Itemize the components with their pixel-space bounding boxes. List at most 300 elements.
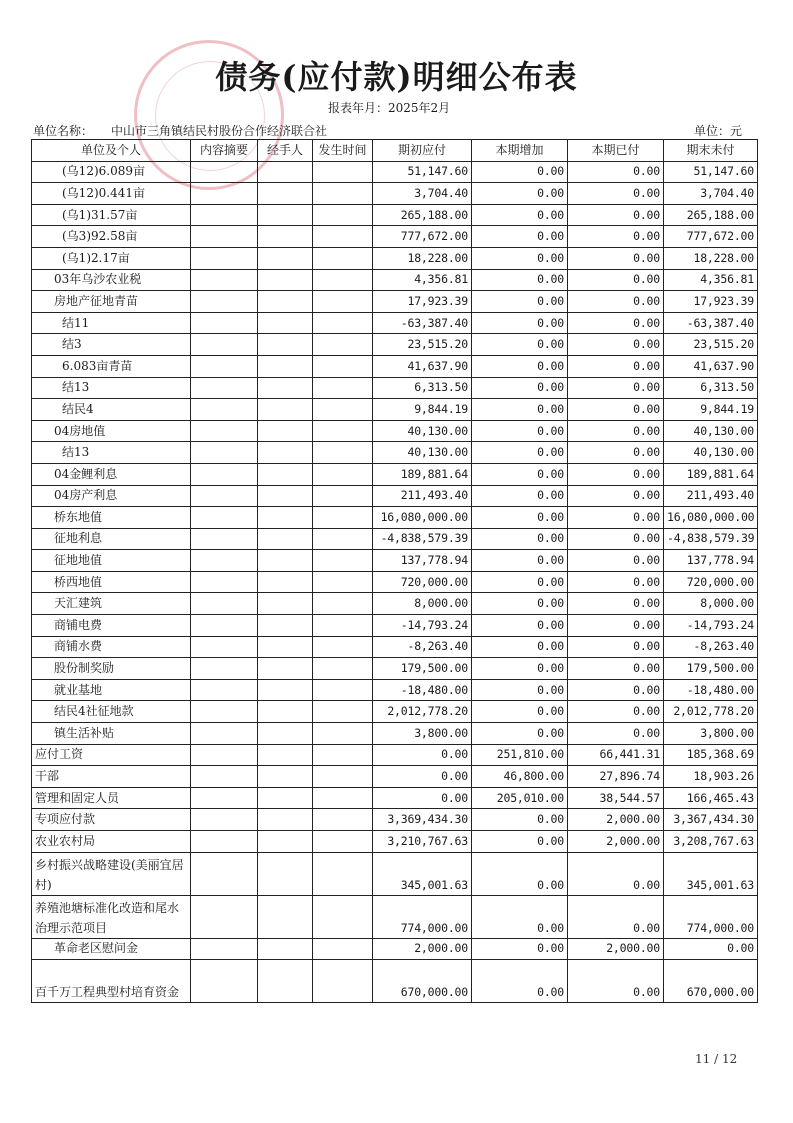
- closing-cell: 6,313.50: [664, 377, 758, 399]
- summary-cell: [191, 485, 258, 507]
- increase-cell: 0.00: [472, 399, 568, 421]
- handler-cell: [258, 831, 313, 853]
- handler-cell: [258, 247, 313, 269]
- paid-cell: 0.00: [568, 701, 664, 723]
- increase-cell: 0.00: [472, 960, 568, 1003]
- opening-cell: 40,130.00: [373, 420, 472, 442]
- closing-cell: -14,793.24: [664, 615, 758, 637]
- table-row: [32, 442, 758, 464]
- date-cell: [313, 420, 373, 442]
- table-row: [32, 571, 758, 593]
- entity-cell: (乌12)6.089亩: [32, 161, 191, 183]
- paid-cell: 0.00: [568, 507, 664, 529]
- table-row: [32, 787, 758, 809]
- closing-cell: 3,208,767.63: [664, 831, 758, 853]
- paid-cell: 0.00: [568, 679, 664, 701]
- handler-cell: [258, 701, 313, 723]
- opening-cell: 3,369,434.30: [373, 809, 472, 831]
- entity-cell: 应付工资: [32, 744, 191, 766]
- closing-cell: 345,001.63: [664, 852, 758, 895]
- increase-cell: 0.00: [472, 679, 568, 701]
- closing-cell: 3,367,434.30: [664, 809, 758, 831]
- entity-cell: 结11: [32, 312, 191, 334]
- summary-cell: [191, 723, 258, 745]
- entity-cell: 革命老区慰问金: [32, 938, 191, 960]
- table-row: [32, 507, 758, 529]
- increase-cell: 0.00: [472, 161, 568, 183]
- closing-cell: -4,838,579.39: [664, 528, 758, 550]
- date-cell: [313, 247, 373, 269]
- table-row: [32, 226, 758, 248]
- date-cell: [313, 593, 373, 615]
- closing-cell: 16,080,000.00: [664, 507, 758, 529]
- closing-cell: -18,480.00: [664, 679, 758, 701]
- table-row: [32, 895, 758, 938]
- increase-cell: 0.00: [472, 334, 568, 356]
- paid-cell: 0.00: [568, 895, 664, 938]
- increase-cell: 0.00: [472, 204, 568, 226]
- entity-cell: 征地利息: [32, 528, 191, 550]
- entity-cell: (乌1)2.17亩: [32, 247, 191, 269]
- summary-cell: [191, 355, 258, 377]
- closing-cell: 179,500.00: [664, 658, 758, 680]
- closing-cell: -63,387.40: [664, 312, 758, 334]
- summary-cell: [191, 334, 258, 356]
- closing-cell: 265,188.00: [664, 204, 758, 226]
- opening-cell: 2,000.00: [373, 938, 472, 960]
- table-row: [32, 766, 758, 788]
- increase-cell: 0.00: [472, 550, 568, 572]
- closing-cell: -8,263.40: [664, 636, 758, 658]
- increase-cell: 0.00: [472, 615, 568, 637]
- summary-cell: [191, 766, 258, 788]
- paid-cell: 0.00: [568, 960, 664, 1003]
- increase-cell: 0.00: [472, 723, 568, 745]
- opening-cell: 189,881.64: [373, 463, 472, 485]
- paid-cell: 0.00: [568, 204, 664, 226]
- table-row: [32, 701, 758, 723]
- paid-cell: 0.00: [568, 377, 664, 399]
- table-row: [32, 938, 758, 960]
- date-cell: [313, 787, 373, 809]
- date-cell: [313, 269, 373, 291]
- closing-cell: 720,000.00: [664, 571, 758, 593]
- paid-cell: 0.00: [568, 291, 664, 313]
- table-row: [32, 658, 758, 680]
- table-row: [32, 312, 758, 334]
- summary-cell: [191, 636, 258, 658]
- date-cell: [313, 161, 373, 183]
- paid-cell: 0.00: [568, 399, 664, 421]
- opening-cell: 9,844.19: [373, 399, 472, 421]
- entity-cell: 结3: [32, 334, 191, 356]
- closing-cell: 8,000.00: [664, 593, 758, 615]
- opening-cell: 137,778.94: [373, 550, 472, 572]
- entity-cell: 百千万工程典型村培育资金: [32, 960, 191, 1003]
- increase-cell: 0.00: [472, 377, 568, 399]
- table-row: [32, 291, 758, 313]
- date-cell: [313, 312, 373, 334]
- increase-cell: 251,810.00: [472, 744, 568, 766]
- paid-cell: 2,000.00: [568, 938, 664, 960]
- page-number: 11 / 12: [695, 1052, 738, 1066]
- paid-cell: 0.00: [568, 226, 664, 248]
- closing-cell: 40,130.00: [664, 442, 758, 464]
- date-cell: [313, 226, 373, 248]
- summary-cell: [191, 269, 258, 291]
- opening-cell: 4,356.81: [373, 269, 472, 291]
- opening-cell: -4,838,579.39: [373, 528, 472, 550]
- opening-cell: 41,637.90: [373, 355, 472, 377]
- increase-cell: 0.00: [472, 831, 568, 853]
- table-row: [32, 463, 758, 485]
- paid-cell: 27,896.74: [568, 766, 664, 788]
- handler-cell: [258, 204, 313, 226]
- entity-cell: 农业农村局: [32, 831, 191, 853]
- paid-cell: 0.00: [568, 528, 664, 550]
- opening-cell: 3,704.40: [373, 183, 472, 205]
- closing-cell: 4,356.81: [664, 269, 758, 291]
- handler-cell: [258, 766, 313, 788]
- closing-cell: 774,000.00: [664, 895, 758, 938]
- increase-cell: 0.00: [472, 658, 568, 680]
- table-row: [32, 485, 758, 507]
- handler-cell: [258, 399, 313, 421]
- increase-cell: 46,800.00: [472, 766, 568, 788]
- date-cell: [313, 528, 373, 550]
- column-header-handler: 经手人: [258, 140, 313, 162]
- paid-cell: 0.00: [568, 183, 664, 205]
- handler-cell: [258, 679, 313, 701]
- table-row: [32, 355, 758, 377]
- increase-cell: 0.00: [472, 852, 568, 895]
- increase-cell: 0.00: [472, 312, 568, 334]
- opening-cell: -18,480.00: [373, 679, 472, 701]
- entity-cell: 商铺水费: [32, 636, 191, 658]
- opening-cell: -14,793.24: [373, 615, 472, 637]
- opening-cell: -63,387.40: [373, 312, 472, 334]
- column-header-closing: 期末未付: [664, 140, 758, 162]
- entity-cell: 养殖池塘标准化改造和尾水治理示范项目: [32, 895, 191, 938]
- table-row: [32, 960, 758, 1003]
- handler-cell: [258, 312, 313, 334]
- summary-cell: [191, 593, 258, 615]
- handler-cell: [258, 528, 313, 550]
- summary-cell: [191, 831, 258, 853]
- entity-cell: 桥东地值: [32, 507, 191, 529]
- paid-cell: 0.00: [568, 161, 664, 183]
- handler-cell: [258, 636, 313, 658]
- handler-cell: [258, 852, 313, 895]
- paid-cell: 0.00: [568, 420, 664, 442]
- increase-cell: 0.00: [472, 636, 568, 658]
- date-cell: [313, 399, 373, 421]
- date-cell: [313, 442, 373, 464]
- paid-cell: 38,544.57: [568, 787, 664, 809]
- entity-cell: 乡村振兴战略建设(美丽宜居村): [32, 852, 191, 895]
- opening-cell: 774,000.00: [373, 895, 472, 938]
- table-row: [32, 636, 758, 658]
- closing-cell: 185,368.69: [664, 744, 758, 766]
- entity-cell: 结民4社征地款: [32, 701, 191, 723]
- closing-cell: 211,493.40: [664, 485, 758, 507]
- date-cell: [313, 831, 373, 853]
- handler-cell: [258, 226, 313, 248]
- entity-cell: 房地产征地青苗: [32, 291, 191, 313]
- table-row: [32, 852, 758, 895]
- increase-cell: 0.00: [472, 355, 568, 377]
- increase-cell: 0.00: [472, 485, 568, 507]
- opening-cell: 670,000.00: [373, 960, 472, 1003]
- handler-cell: [258, 895, 313, 938]
- closing-cell: 51,147.60: [664, 161, 758, 183]
- date-cell: [313, 658, 373, 680]
- paid-cell: 66,441.31: [568, 744, 664, 766]
- paid-cell: 0.00: [568, 658, 664, 680]
- handler-cell: [258, 960, 313, 1003]
- closing-cell: 18,903.26: [664, 766, 758, 788]
- entity-cell: 6.083亩青苗: [32, 355, 191, 377]
- table-row: [32, 528, 758, 550]
- date-cell: [313, 960, 373, 1003]
- opening-cell: 265,188.00: [373, 204, 472, 226]
- paid-cell: 0.00: [568, 485, 664, 507]
- entity-cell: 征地地值: [32, 550, 191, 572]
- entity-cell: 结13: [32, 377, 191, 399]
- opening-cell: 16,080,000.00: [373, 507, 472, 529]
- handler-cell: [258, 723, 313, 745]
- entity-cell: (乌12)0.441亩: [32, 183, 191, 205]
- date-cell: [313, 744, 373, 766]
- entity-cell: 股份制奖励: [32, 658, 191, 680]
- paid-cell: 0.00: [568, 355, 664, 377]
- paid-cell: 0.00: [568, 636, 664, 658]
- increase-cell: 0.00: [472, 291, 568, 313]
- entity-cell: 商铺电费: [32, 615, 191, 637]
- increase-cell: 0.00: [472, 463, 568, 485]
- summary-cell: [191, 679, 258, 701]
- summary-cell: [191, 420, 258, 442]
- summary-cell: [191, 852, 258, 895]
- entity-cell: 天汇建筑: [32, 593, 191, 615]
- table-row: [32, 593, 758, 615]
- closing-cell: 23,515.20: [664, 334, 758, 356]
- summary-cell: [191, 507, 258, 529]
- summary-cell: [191, 291, 258, 313]
- table-row: [32, 161, 758, 183]
- handler-cell: [258, 420, 313, 442]
- summary-cell: [191, 809, 258, 831]
- table-row: [32, 550, 758, 572]
- opening-cell: 0.00: [373, 766, 472, 788]
- page-title: 债务(应付款)明细公布表: [215, 58, 578, 96]
- handler-cell: [258, 334, 313, 356]
- opening-cell: 2,012,778.20: [373, 701, 472, 723]
- handler-cell: [258, 593, 313, 615]
- entity-cell: 镇生活补贴: [32, 723, 191, 745]
- entity-cell: 04金鲤利息: [32, 463, 191, 485]
- table-row: [32, 269, 758, 291]
- opening-cell: 6,313.50: [373, 377, 472, 399]
- closing-cell: 40,130.00: [664, 420, 758, 442]
- handler-cell: [258, 615, 313, 637]
- date-cell: [313, 204, 373, 226]
- table-row: [32, 334, 758, 356]
- handler-cell: [258, 744, 313, 766]
- table-row: [32, 679, 758, 701]
- table-row: [32, 744, 758, 766]
- summary-cell: [191, 442, 258, 464]
- summary-cell: [191, 528, 258, 550]
- date-cell: [313, 291, 373, 313]
- date-cell: [313, 766, 373, 788]
- table-row: [32, 399, 758, 421]
- date-cell: [313, 463, 373, 485]
- closing-cell: 41,637.90: [664, 355, 758, 377]
- increase-cell: 0.00: [472, 507, 568, 529]
- paid-cell: 2,000.00: [568, 809, 664, 831]
- summary-cell: [191, 895, 258, 938]
- column-header-opening: 期初应付: [373, 140, 472, 162]
- date-cell: [313, 334, 373, 356]
- column-header-date: 发生时间: [313, 140, 373, 162]
- paid-cell: 0.00: [568, 463, 664, 485]
- column-header-increase: 本期增加: [472, 140, 568, 162]
- opening-cell: 0.00: [373, 787, 472, 809]
- entity-cell: (乌3)92.58亩: [32, 226, 191, 248]
- summary-cell: [191, 183, 258, 205]
- date-cell: [313, 852, 373, 895]
- closing-cell: 0.00: [664, 938, 758, 960]
- table-row: [32, 615, 758, 637]
- unit-name: 中山市三角镇结民村股份合作经济联合社: [111, 124, 328, 138]
- closing-cell: 18,228.00: [664, 247, 758, 269]
- opening-cell: -8,263.40: [373, 636, 472, 658]
- table-row: [32, 831, 758, 853]
- closing-cell: 3,800.00: [664, 723, 758, 745]
- summary-cell: [191, 161, 258, 183]
- date-cell: [313, 507, 373, 529]
- entity-cell: 04房产利息: [32, 485, 191, 507]
- table-row: [32, 377, 758, 399]
- paid-cell: 0.00: [568, 571, 664, 593]
- opening-cell: 211,493.40: [373, 485, 472, 507]
- table-row: [32, 204, 758, 226]
- entity-cell: 03年乌沙农业税: [32, 269, 191, 291]
- handler-cell: [258, 291, 313, 313]
- closing-cell: 2,012,778.20: [664, 701, 758, 723]
- closing-cell: 9,844.19: [664, 399, 758, 421]
- handler-cell: [258, 161, 313, 183]
- date-cell: [313, 183, 373, 205]
- increase-cell: 0.00: [472, 593, 568, 615]
- opening-cell: 51,147.60: [373, 161, 472, 183]
- summary-cell: [191, 399, 258, 421]
- table-row: [32, 809, 758, 831]
- summary-cell: [191, 204, 258, 226]
- date-cell: [313, 485, 373, 507]
- date-cell: [313, 355, 373, 377]
- increase-cell: 205,010.00: [472, 787, 568, 809]
- summary-cell: [191, 377, 258, 399]
- handler-cell: [258, 809, 313, 831]
- date-cell: [313, 636, 373, 658]
- date-cell: [313, 571, 373, 593]
- handler-cell: [258, 571, 313, 593]
- payables-table: [31, 139, 758, 1003]
- summary-cell: [191, 938, 258, 960]
- handler-cell: [258, 355, 313, 377]
- handler-cell: [258, 485, 313, 507]
- summary-cell: [191, 960, 258, 1003]
- increase-cell: 0.00: [472, 895, 568, 938]
- date-cell: [313, 377, 373, 399]
- date-cell: [313, 895, 373, 938]
- table-row: [32, 420, 758, 442]
- opening-cell: 40,130.00: [373, 442, 472, 464]
- opening-cell: 0.00: [373, 744, 472, 766]
- paid-cell: 0.00: [568, 442, 664, 464]
- summary-cell: [191, 658, 258, 680]
- date-cell: [313, 615, 373, 637]
- opening-cell: 720,000.00: [373, 571, 472, 593]
- date-cell: [313, 679, 373, 701]
- entity-cell: 专项应付款: [32, 809, 191, 831]
- handler-cell: [258, 550, 313, 572]
- closing-cell: 777,672.00: [664, 226, 758, 248]
- increase-cell: 0.00: [472, 528, 568, 550]
- opening-cell: 8,000.00: [373, 593, 472, 615]
- date-cell: [313, 723, 373, 745]
- increase-cell: 0.00: [472, 269, 568, 291]
- date-cell: [313, 701, 373, 723]
- column-header-paid: 本期已付: [568, 140, 664, 162]
- closing-cell: 166,465.43: [664, 787, 758, 809]
- increase-cell: 0.00: [472, 701, 568, 723]
- handler-cell: [258, 377, 313, 399]
- opening-cell: 23,515.20: [373, 334, 472, 356]
- opening-cell: 18,228.00: [373, 247, 472, 269]
- summary-cell: [191, 787, 258, 809]
- opening-cell: 345,001.63: [373, 852, 472, 895]
- paid-cell: 0.00: [568, 247, 664, 269]
- summary-cell: [191, 312, 258, 334]
- report-period: 报表年月：2025年2月: [328, 101, 451, 115]
- entity-cell: 04房地值: [32, 420, 191, 442]
- paid-cell: 0.00: [568, 550, 664, 572]
- paid-cell: 0.00: [568, 723, 664, 745]
- summary-cell: [191, 615, 258, 637]
- increase-cell: 0.00: [472, 571, 568, 593]
- handler-cell: [258, 658, 313, 680]
- opening-cell: 179,500.00: [373, 658, 472, 680]
- date-cell: [313, 938, 373, 960]
- entity-cell: 管理和固定人员: [32, 787, 191, 809]
- increase-cell: 0.00: [472, 442, 568, 464]
- summary-cell: [191, 463, 258, 485]
- paid-cell: 2,000.00: [568, 831, 664, 853]
- handler-cell: [258, 442, 313, 464]
- table-row: [32, 723, 758, 745]
- handler-cell: [258, 938, 313, 960]
- paid-cell: 0.00: [568, 852, 664, 895]
- closing-cell: 670,000.00: [664, 960, 758, 1003]
- summary-cell: [191, 550, 258, 572]
- increase-cell: 0.00: [472, 183, 568, 205]
- opening-cell: 777,672.00: [373, 226, 472, 248]
- entity-cell: 干部: [32, 766, 191, 788]
- opening-cell: 3,210,767.63: [373, 831, 472, 853]
